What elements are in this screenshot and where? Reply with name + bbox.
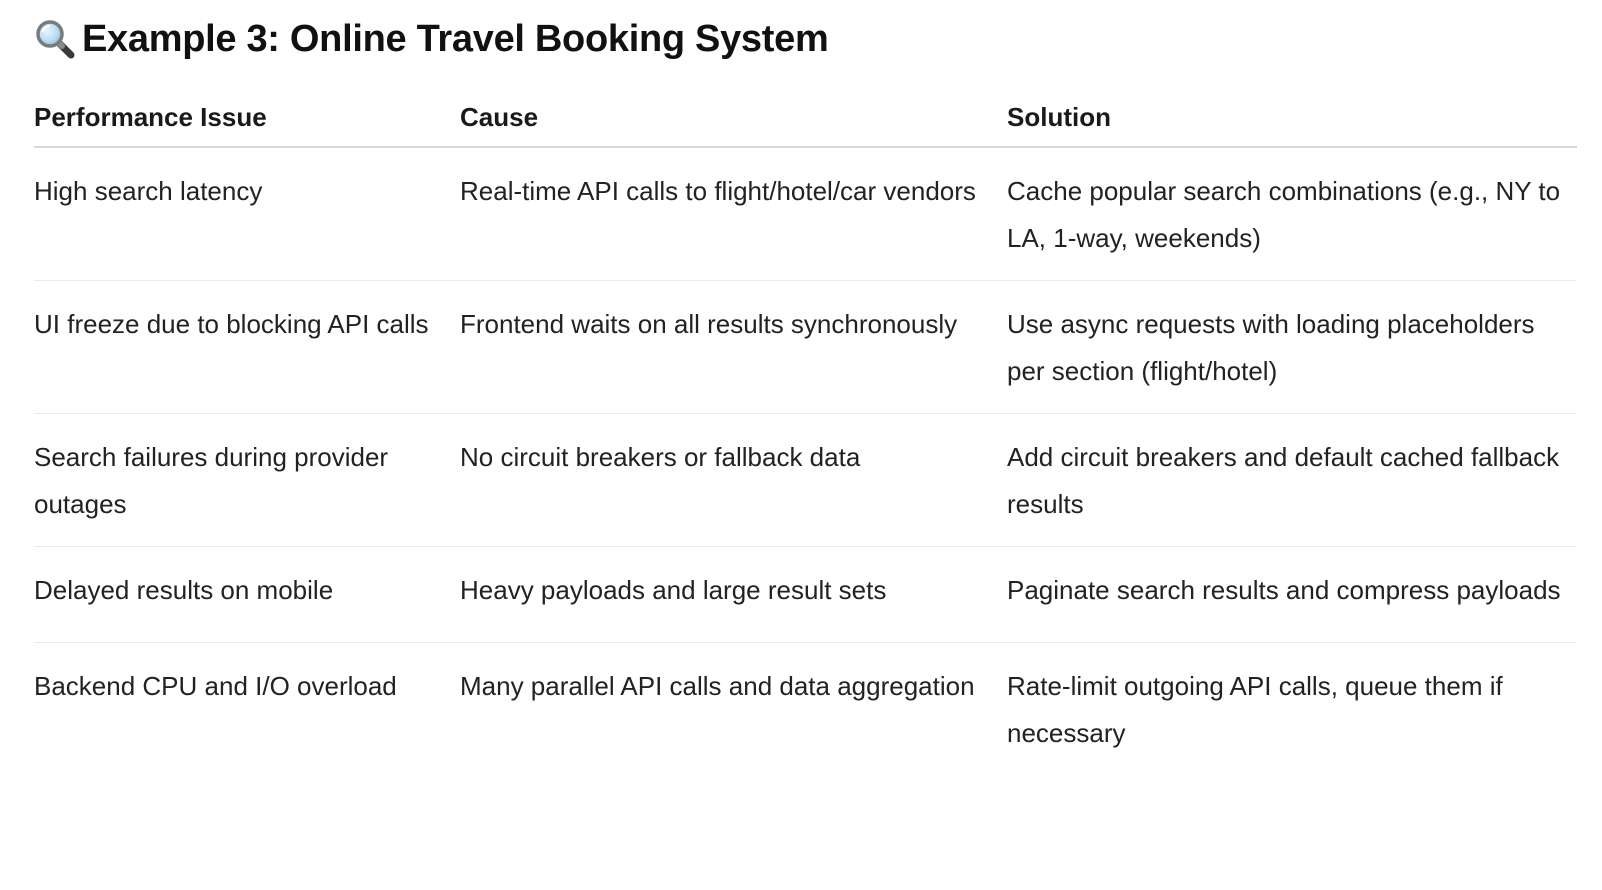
issue-cell: Backend CPU and I/O overload bbox=[34, 671, 397, 701]
section-heading bbox=[34, 14, 828, 64]
solution-cell: Paginate search results and compress payloads bbox=[1007, 547, 1577, 643]
solution-cell: Cache popular search combinations (e.g., NY to LA, 1-way, weekends) bbox=[1007, 147, 1577, 281]
performance-table bbox=[34, 88, 1577, 775]
column-header-cause: Cause bbox=[460, 88, 1007, 147]
cause-cell: Heavy payloads and large result sets bbox=[460, 547, 1007, 643]
table-header-row bbox=[34, 88, 1577, 147]
magnifying-glass-icon bbox=[34, 18, 76, 60]
cause-cell: Many parallel API calls and data aggregation bbox=[460, 671, 975, 701]
issue-cell: Search failures during provider outages bbox=[34, 414, 460, 547]
issue-cell: High search latency bbox=[34, 147, 460, 281]
cause-cell: Real-time API calls to flight/hotel/car vendors bbox=[460, 147, 1007, 281]
column-header-solution: Solution bbox=[1007, 88, 1577, 147]
solution-cell: Add circuit breakers and default cached fallback results bbox=[1007, 414, 1577, 547]
solution-cell: Rate-limit outgoing API calls, queue them if necessary bbox=[1007, 671, 1503, 748]
table-row bbox=[34, 147, 1577, 281]
column-header-issue: Performance Issue bbox=[34, 88, 460, 147]
table-row bbox=[34, 643, 1577, 776]
cause-cell: No circuit breakers or fallback data bbox=[460, 414, 1007, 547]
issue-cell: UI freeze due to blocking API calls bbox=[34, 281, 460, 414]
table-row bbox=[34, 547, 1577, 643]
table-row bbox=[34, 281, 1577, 414]
cause-cell: Frontend waits on all results synchronously bbox=[460, 281, 1007, 414]
table-row bbox=[34, 414, 1577, 547]
issue-cell: Delayed results on mobile bbox=[34, 547, 460, 643]
page-title: Example 3: Online Travel Booking System bbox=[82, 17, 829, 60]
solution-cell: Use async requests with loading placeholders per section (flight/hotel) bbox=[1007, 281, 1577, 414]
